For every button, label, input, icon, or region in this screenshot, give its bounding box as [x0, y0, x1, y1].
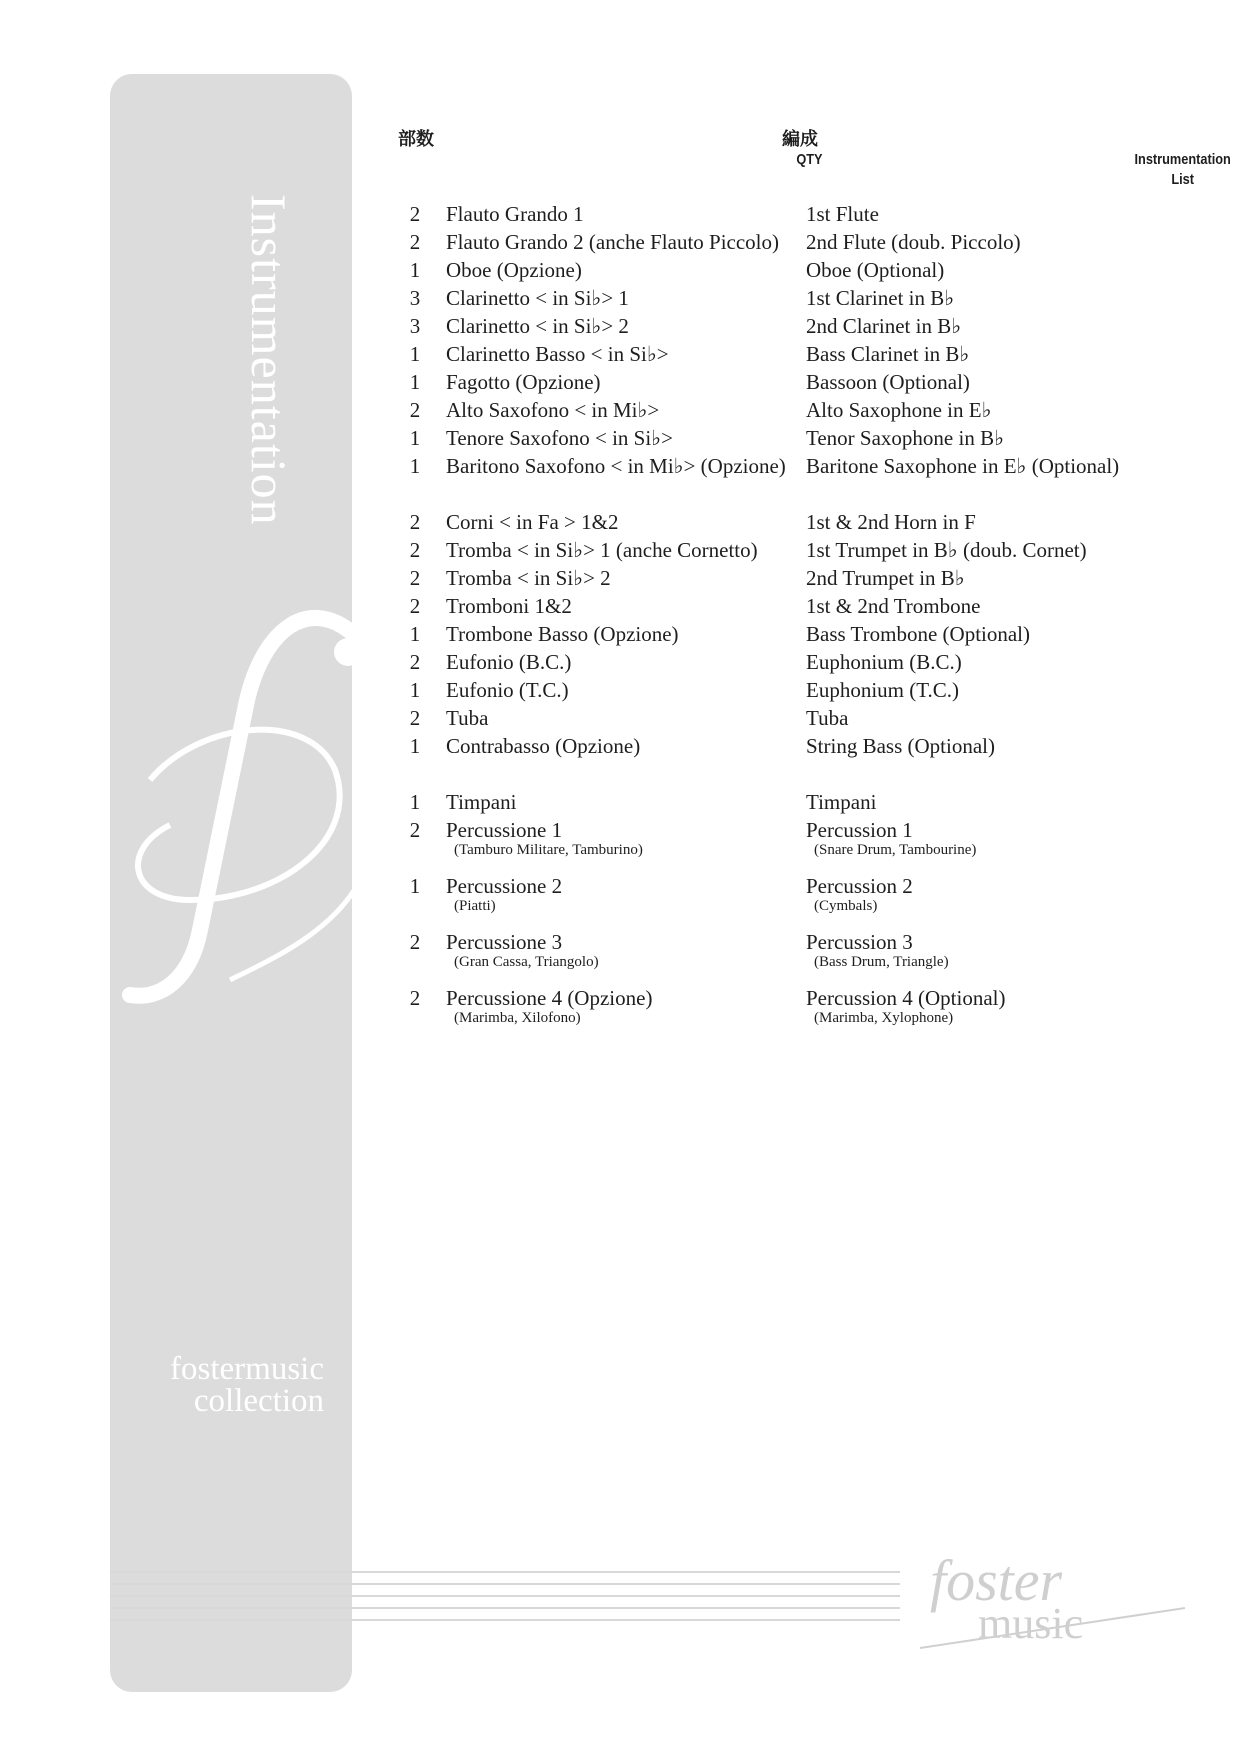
instrument-name-english: 1st & 2nd Trombone — [806, 594, 981, 618]
instrument-qty: 2 — [409, 566, 421, 590]
instrument-name-english: 1st Flute — [806, 202, 879, 226]
instrument-name-english: String Bass (Optional) — [806, 734, 995, 758]
instrument-name-english: Baritone Saxophone in E♭ (Optional) — [806, 454, 1120, 478]
qty-header-en: QTY — [796, 151, 823, 168]
collection-line-2: collection — [193, 1383, 324, 1419]
instrument-name-english: Percussion 1 — [806, 818, 913, 842]
instrument-note-italian: (Marimba, Xilofono) — [454, 1010, 581, 1026]
instrument-row — [400, 340, 1220, 368]
sidebar-title: Instrumentation — [241, 194, 297, 526]
instrument-name-english: Euphonium (T.C.) — [806, 678, 960, 702]
instrument-note-italian: (Piatti) — [454, 898, 496, 914]
instrument-name-italian: Alto Saxofono < in Mi♭> — [446, 398, 660, 422]
instrument-qty: 1 — [409, 370, 421, 394]
instrument-row — [400, 508, 1220, 536]
instrumentation-list — [400, 200, 1220, 1040]
instrument-name-italian: Baritono Saxofono < in Mi♭> (Opzione) — [446, 454, 786, 478]
instrument-row — [400, 396, 1220, 424]
instrument-qty: 1 — [409, 622, 421, 646]
instrument-name-italian: Tromba < in Si♭> 1 (anche Cornetto) — [446, 538, 758, 562]
instrument-row — [400, 816, 1220, 872]
instrument-row — [400, 424, 1220, 452]
instrument-qty: 1 — [409, 454, 421, 478]
instrument-note-italian: (Tamburo Militare, Tamburino) — [454, 842, 643, 858]
instrument-row — [400, 648, 1220, 676]
instrument-name-italian: Percussione 4 (Opzione) — [446, 986, 653, 1010]
instrument-note-italian: (Gran Cassa, Triangolo) — [454, 954, 599, 970]
instrument-qty: 3 — [409, 314, 421, 338]
instrument-row — [400, 704, 1220, 732]
instrument-name-italian: Tromba < in Si♭> 2 — [446, 566, 611, 590]
instrument-row — [400, 452, 1220, 480]
instrument-name-english: Tuba — [806, 706, 849, 730]
instrument-name-italian: Tenore Saxofono < in Si♭> — [446, 426, 673, 450]
instrument-name-english: 2nd Clarinet in B♭ — [806, 314, 962, 338]
instrument-qty: 2 — [409, 986, 421, 1010]
instrument-qty: 1 — [409, 258, 421, 282]
instrument-name-italian: Contrabasso (Opzione) — [446, 734, 641, 758]
instrument-row — [400, 564, 1220, 592]
instrument-qty: 1 — [409, 426, 421, 450]
logo-word-2: music — [978, 1599, 1084, 1648]
group-spacer — [400, 760, 1220, 788]
instrument-name-italian: Timpani — [446, 790, 517, 814]
instrument-name-italian: Tromboni 1&2 — [446, 594, 572, 618]
instrument-name-english: Euphonium (B.C.) — [806, 650, 962, 674]
instrument-row — [400, 984, 1220, 1040]
instrument-name-italian: Clarinetto < in Si♭> 1 — [446, 286, 629, 310]
instrument-name-italian: Flauto Grando 1 — [446, 202, 584, 226]
instrument-name-english: 1st & 2nd Horn in F — [806, 510, 976, 534]
instrument-qty: 2 — [409, 398, 421, 422]
instrument-qty: 2 — [409, 230, 421, 254]
instrument-name-italian: Percussione 2 — [446, 874, 563, 898]
instrument-row — [400, 284, 1220, 312]
instrument-name-english: 2nd Trumpet in B♭ — [806, 566, 965, 590]
instrument-name-italian: Flauto Grando 2 (anche Flauto Piccolo) — [446, 230, 780, 254]
staff-lines-decoration — [110, 1568, 900, 1628]
instrument-name-italian: Clarinetto Basso < in Si♭> — [446, 342, 669, 366]
instrument-name-italian: Eufonio (T.C.) — [446, 678, 569, 702]
instrument-name-english: 1st Clarinet in B♭ — [806, 286, 955, 310]
instrument-row — [400, 732, 1220, 760]
instrument-qty: 1 — [409, 734, 421, 758]
foster-music-logo — [900, 1538, 1190, 1658]
instrument-row — [400, 368, 1220, 396]
instrument-qty: 2 — [409, 650, 421, 674]
collection-line-1: fostermusic — [170, 1351, 324, 1387]
instrument-note-english: (Marimba, Xylophone) — [814, 1010, 954, 1026]
instrument-row — [400, 620, 1220, 648]
instrument-row — [400, 312, 1220, 340]
instrument-row — [400, 676, 1220, 704]
instrument-name-english: 1st Trumpet in B♭ (doub. Cornet) — [806, 538, 1087, 562]
instrument-name-english: Bass Clarinet in B♭ — [806, 342, 970, 366]
instrument-name-italian: Oboe (Opzione) — [446, 258, 582, 282]
instrument-row — [400, 256, 1220, 284]
instrument-qty: 3 — [409, 286, 421, 310]
list-header-en: Instrumentation List — [1134, 151, 1231, 188]
instrument-note-english: (Bass Drum, Triangle) — [814, 954, 949, 970]
list-header-jp: 編成 — [782, 129, 818, 149]
instrument-name-italian: Percussione 3 — [446, 930, 563, 954]
instrument-row — [400, 872, 1220, 928]
instrument-qty: 2 — [409, 538, 421, 562]
instrument-row — [400, 536, 1220, 564]
instrument-qty: 1 — [409, 342, 421, 366]
instrument-name-english: Alto Saxophone in E♭ — [806, 398, 992, 422]
collection-label — [170, 1353, 324, 1417]
instrument-note-english: (Cymbals) — [814, 898, 878, 914]
instrument-qty: 1 — [409, 790, 421, 814]
instrument-row — [400, 928, 1220, 984]
instrument-name-english: Percussion 3 — [806, 930, 913, 954]
instrument-row — [400, 592, 1220, 620]
instrument-name-italian: Tuba — [446, 706, 489, 730]
instrument-name-italian: Percussione 1 — [446, 818, 563, 842]
instrument-name-english: Tenor Saxophone in B♭ — [806, 426, 1004, 450]
instrument-row — [400, 788, 1220, 816]
instrument-qty: 2 — [409, 202, 421, 226]
instrument-name-italian: Eufonio (B.C.) — [446, 650, 572, 674]
instrument-name-english: Percussion 4 (Optional) — [806, 986, 1006, 1010]
instrument-name-english: Bass Trombone (Optional) — [806, 622, 1031, 646]
instrument-note-english: (Snare Drum, Tambourine) — [814, 842, 977, 858]
instrument-qty: 2 — [409, 930, 421, 954]
instrument-qty: 2 — [409, 594, 421, 618]
instrument-name-english: Timpani — [806, 790, 877, 814]
instrument-qty: 1 — [409, 678, 421, 702]
instrument-name-italian: Corni < in Fa > 1&2 — [446, 510, 619, 534]
instrument-name-english: 2nd Flute (doub. Piccolo) — [806, 230, 1021, 254]
instrument-name-english: Percussion 2 — [806, 874, 913, 898]
instrument-row — [400, 200, 1220, 228]
instrument-name-english: Oboe (Optional) — [806, 258, 945, 282]
logo-word-1: foster — [930, 1548, 1063, 1613]
instrument-qty: 2 — [409, 510, 421, 534]
forte-f-logo-icon — [110, 600, 370, 1020]
group-spacer — [400, 480, 1220, 508]
instrument-name-italian: Clarinetto < in Si♭> 2 — [446, 314, 629, 338]
instrument-name-italian: Trombone Basso (Opzione) — [446, 622, 679, 646]
instrument-row — [400, 228, 1220, 256]
qty-header-jp: 部数 — [398, 129, 434, 149]
instrument-qty: 2 — [409, 706, 421, 730]
instrument-name-italian: Fagotto (Opzione) — [446, 370, 601, 394]
instrument-qty: 2 — [409, 818, 421, 842]
instrument-name-english: Bassoon (Optional) — [806, 370, 970, 394]
instrument-qty: 1 — [409, 874, 421, 898]
